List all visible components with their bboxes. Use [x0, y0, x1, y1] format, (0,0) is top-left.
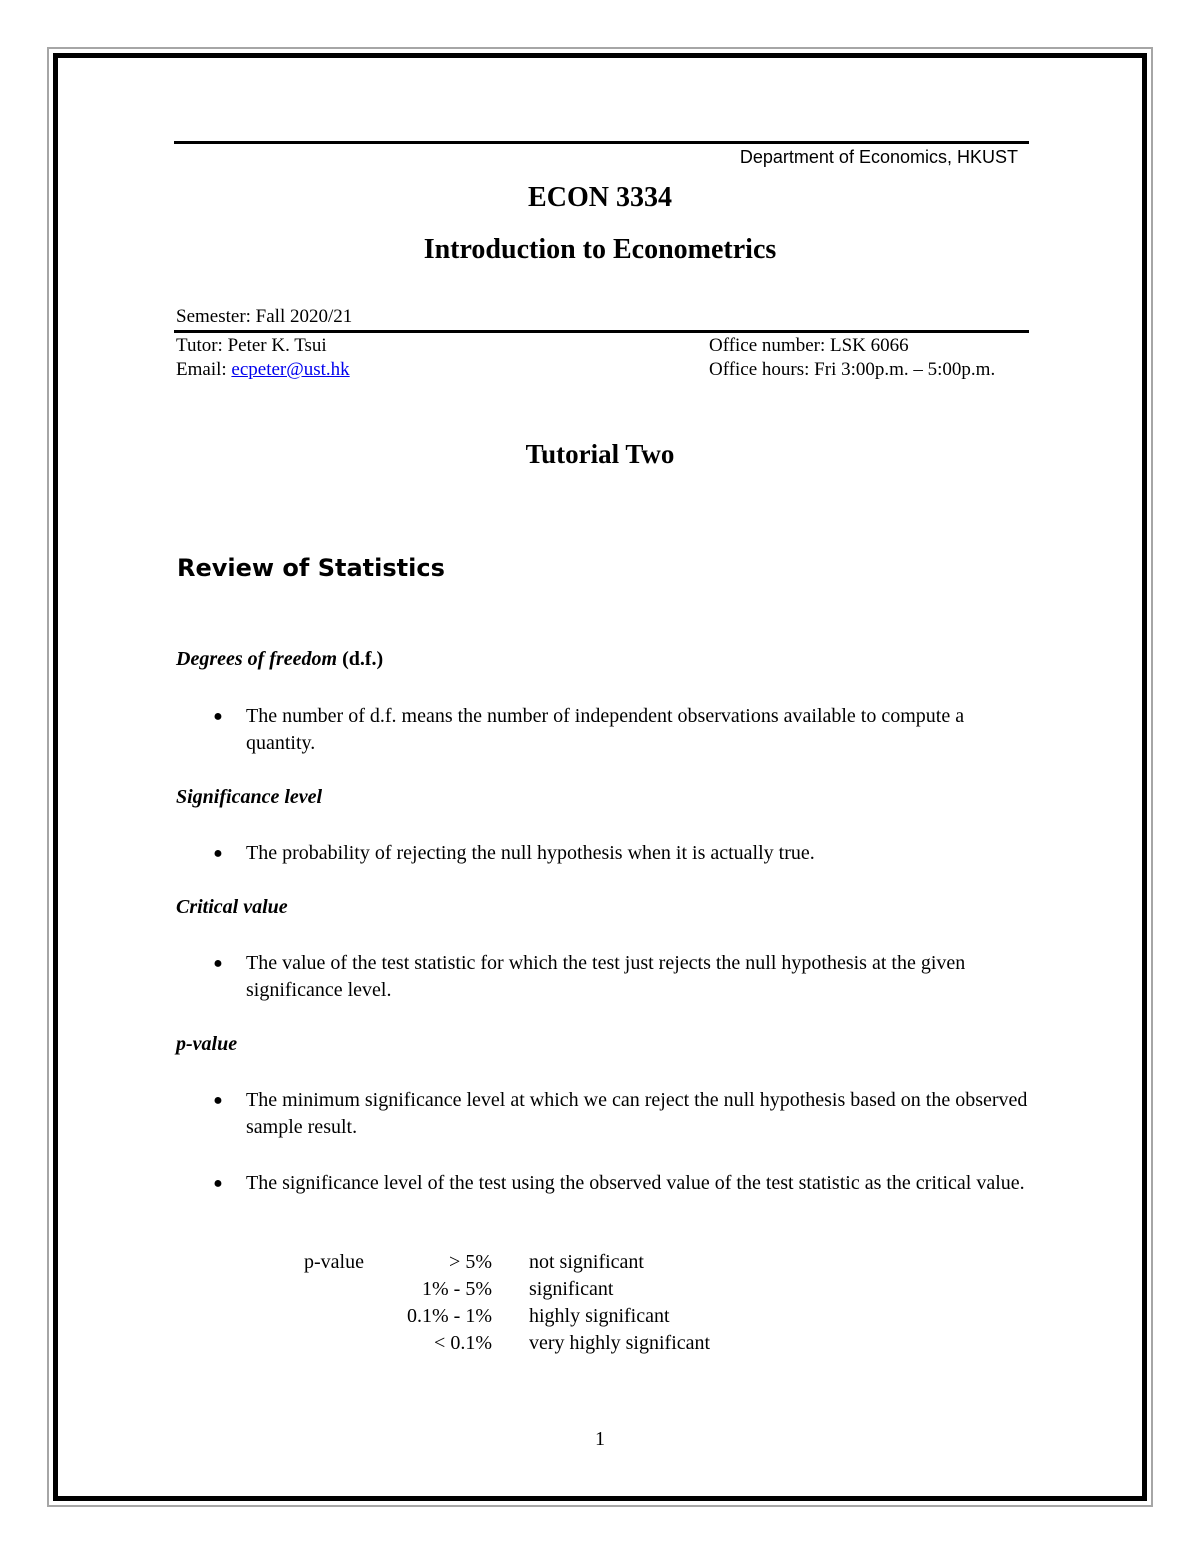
list-item [208, 950, 1028, 1004]
bullet-text: The minimum significance level at which we can reject the null hypothesis based on the observed sample result. [246, 1089, 1028, 1138]
header-mid-rule [174, 330, 1029, 333]
table-range: 0.1% - 1% [407, 1305, 492, 1327]
term-title: Degrees of freedom [176, 648, 338, 670]
bullet-dot-icon: ● [213, 1092, 223, 1109]
header-top-rule [174, 141, 1029, 144]
bullet-dot-icon: ● [213, 1175, 223, 1192]
bullet-text: The value of the test statistic for which the test just rejects the null hypothesis at the given significance level. [246, 952, 966, 1001]
table-range: < 0.1% [434, 1332, 492, 1354]
table-meaning: highly significant [529, 1305, 670, 1327]
term-title: p-value [176, 1033, 238, 1055]
semester-line: Semester: Fall 2020/21 [176, 306, 353, 327]
office-hours: Office hours: Fri 3:00p.m. – 5:00p.m. [709, 359, 996, 380]
bullet-text: The number of d.f. means the number of independent observations available to compute a quantity. [246, 705, 965, 754]
bullet-text: The probability of rejecting the null hypothesis when it is actually true. [246, 842, 815, 864]
tutor-name: Tutor: Peter K. Tsui [176, 335, 327, 356]
table-range: > 5% [449, 1251, 492, 1273]
term-heading-critical-value [176, 896, 288, 919]
term-heading-p-value [176, 1033, 237, 1056]
email-link[interactable]: ecpeter@ust.hk [231, 359, 350, 380]
email-label: Email: [176, 359, 232, 380]
tutorial-title: Tutorial Two [525, 439, 675, 469]
course-title: Introduction to Econometrics [423, 234, 777, 265]
email-line [176, 358, 350, 382]
section-heading: Review of Statistics [177, 554, 445, 582]
term-heading-significance-level [176, 786, 322, 809]
term-heading-degrees-of-freedom [176, 648, 383, 671]
table-label: p-value [304, 1251, 364, 1273]
bullet-text: The significance level of the test using the observed value of the test statistic as the critical value. [246, 1172, 1025, 1194]
term-suffix: (d.f.) [337, 648, 384, 670]
bullet-dot-icon: ● [213, 845, 223, 862]
office-info [709, 334, 995, 382]
table-meaning: significant [529, 1278, 614, 1300]
course-code: ECON 3334 [528, 182, 672, 213]
page-number: 1 [595, 1428, 605, 1450]
department-name: Department of Economics, HKUST [739, 147, 1018, 167]
list-item [208, 1087, 1028, 1141]
bullet-dot-icon: ● [213, 955, 223, 972]
table-meaning: not significant [529, 1251, 644, 1273]
term-title: Significance level [176, 786, 323, 808]
list-item [208, 840, 1028, 867]
office-number: Office number: LSK 6066 [709, 335, 909, 356]
list-item [208, 703, 1028, 757]
tutor-info [176, 334, 350, 382]
list-item [208, 1170, 1028, 1197]
term-title: Critical value [176, 896, 288, 918]
table-range: 1% - 5% [422, 1278, 492, 1300]
bullet-dot-icon: ● [213, 708, 223, 725]
table-meaning: very highly significant [529, 1332, 711, 1354]
